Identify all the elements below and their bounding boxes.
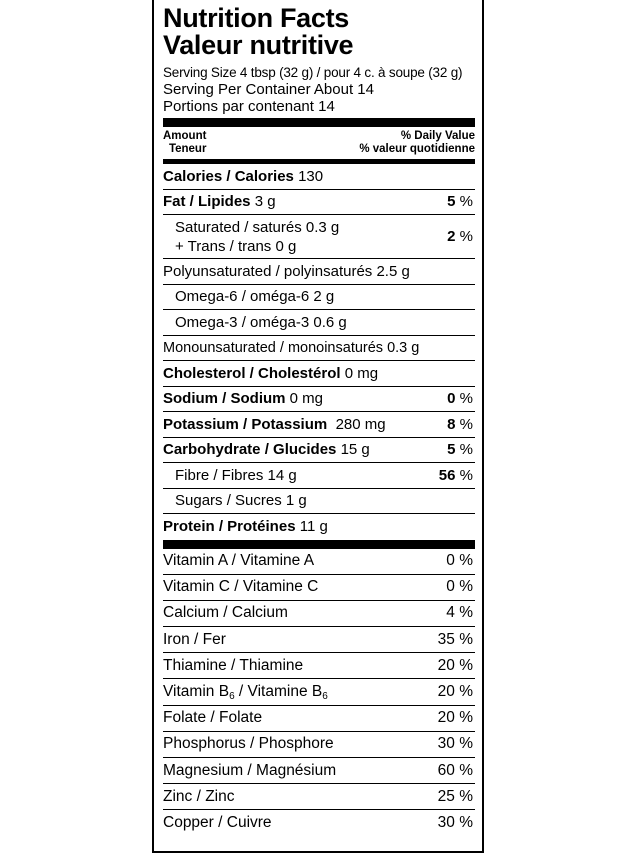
vitamin-row [163,784,475,810]
carbohydrate-pct-unit: % [459,441,473,459]
vitamin-pct: 0 % [446,578,473,596]
poly-row [163,259,475,285]
vitamin-label: Magnesium / Magnésium [163,761,337,779]
potassium-label: Potassium / Potassium [163,415,328,433]
mono-row [163,336,475,362]
vitamin-pct: 4 % [446,604,473,622]
omega6-label: Omega-6 / oméga-6 2 g [175,288,335,306]
portions: Portions par contenant 14 [163,98,335,115]
fibre-pct: 56 [438,466,456,484]
vitamin-rule [163,540,475,549]
calories-label: Calories / Calories [163,167,294,185]
vitamin-pct: 30 % [437,814,473,832]
sodium-value: 0 mg [289,390,324,408]
potassium-pct-unit: % [459,415,473,433]
vitamin-row [163,706,475,732]
vitamin-b6-en: Vitamin B [163,683,230,701]
vitamin-label: Vitamin A / Vitamine A [163,552,315,570]
protein-row [163,514,475,540]
carbohydrate-pct: 5 [447,441,456,459]
fat-row [163,190,475,216]
poly-label: Polyunsaturated / polyinsaturés 2.5 g [163,262,410,280]
sugars-row [163,489,475,515]
fat-pct-unit: % [459,193,473,211]
sodium-label: Sodium / Sodium [163,390,286,408]
mono-label: Monounsaturated / monoinsaturés 0.3 g [163,339,420,356]
vitamin-row [163,601,475,627]
protein-value: 11 g [299,518,328,536]
vitamin-b6-sub-fr: 6 [322,691,328,703]
fat-label: Fat / Lipides [163,193,251,211]
daily-value-label: % Daily Value [400,130,475,142]
vitamin-label: Calcium / Calcium [163,604,288,622]
fat-value: 3 g [254,193,276,211]
serving-per-container: Serving Per Container About 14 [163,81,374,98]
serving-size: Serving Size 4 tbsp (32 g) / pour 4 c. à soupe (32 g) [163,65,463,80]
calories-value: 130 [298,167,324,185]
vitamin-label: Copper / Cuivre [163,814,272,832]
sodium-pct: 0 [447,390,456,408]
vitamin-pct: 25 % [437,787,473,805]
vitamin-b6-sub-en: 6 [229,691,235,703]
valeur-quotidienne-label: % valeur quotidienne [359,143,475,155]
title-fr: Valeur nutritive [163,30,354,60]
fibre-pct-unit: % [459,466,473,484]
protein-label: Protein / Protéines [163,518,296,536]
vitamin-label: Vitamin C / Vitamine C [163,578,319,596]
carbohydrate-label: Carbohydrate / Glucides [163,441,337,459]
omega6-row [163,285,475,311]
vitamin-row [163,549,475,575]
vitamin-pct: 20 % [437,656,473,674]
vitamin-pct: 0 % [446,552,473,570]
vitamin-label: Thiamine / Thiamine [163,656,304,674]
carbohydrate-value: 15 g [340,441,370,459]
vitamin-pct: 35 % [437,630,473,648]
vitamin-row [163,758,475,784]
vitamin-pct: 30 % [437,735,473,753]
cholesterol-label: Cholesterol / Cholestérol [163,364,341,382]
omega3-row [163,310,475,336]
nutrition-facts-label [152,0,484,853]
vitamin-label: Phosphorus / Phosphore [163,735,334,753]
vitamin-row [163,653,475,679]
column-header [163,127,475,156]
cholesterol-row [163,361,475,387]
sodium-row [163,387,475,413]
omega3-label: Omega-3 / oméga-3 0.6 g [175,313,347,331]
vitamin-row [163,575,475,601]
potassium-row [163,412,475,438]
potassium-pct: 8 [447,415,456,433]
potassium-value: 280 mg [335,415,386,433]
vitamin-pct: 20 % [437,683,473,701]
saturated-row [163,215,475,259]
calories-row [163,164,475,190]
fibre-row [163,463,475,489]
vitamin-list [163,549,475,837]
title-en: Nutrition Facts [163,3,350,33]
thick-rule [163,118,475,127]
vitamin-row [163,679,475,705]
vitamin-b6-fr: / Vitamine B [234,683,323,701]
vitamin-label: Iron / Fer [163,630,226,648]
fat-pct: 5 [447,193,456,211]
sugars-label: Sugars / Sucres 1 g [175,492,307,510]
carbohydrate-row [163,438,475,464]
cholesterol-value: 0 mg [344,364,379,382]
vitamin-row [163,732,475,758]
vitamin-row [163,627,475,653]
sodium-pct-unit: % [459,390,473,408]
vitamin-pct: 20 % [437,709,473,727]
saturated-label: Saturated / saturés 0.3 g [175,218,340,236]
teneur-label: Teneur [168,143,207,155]
trans-label: + Trans / trans 0 g [175,237,297,255]
vitamin-label [163,683,328,701]
saturated-pct-unit: % [459,228,473,245]
vitamin-label: Folate / Folate [163,709,263,727]
vitamin-label: Zinc / Zinc [163,787,235,805]
fibre-label: Fibre / Fibres 14 g [175,466,297,484]
amount-label: Amount [163,130,207,142]
saturated-pct: 2 [447,228,456,245]
vitamin-pct: 60 % [437,761,473,779]
vitamin-row [163,810,475,836]
